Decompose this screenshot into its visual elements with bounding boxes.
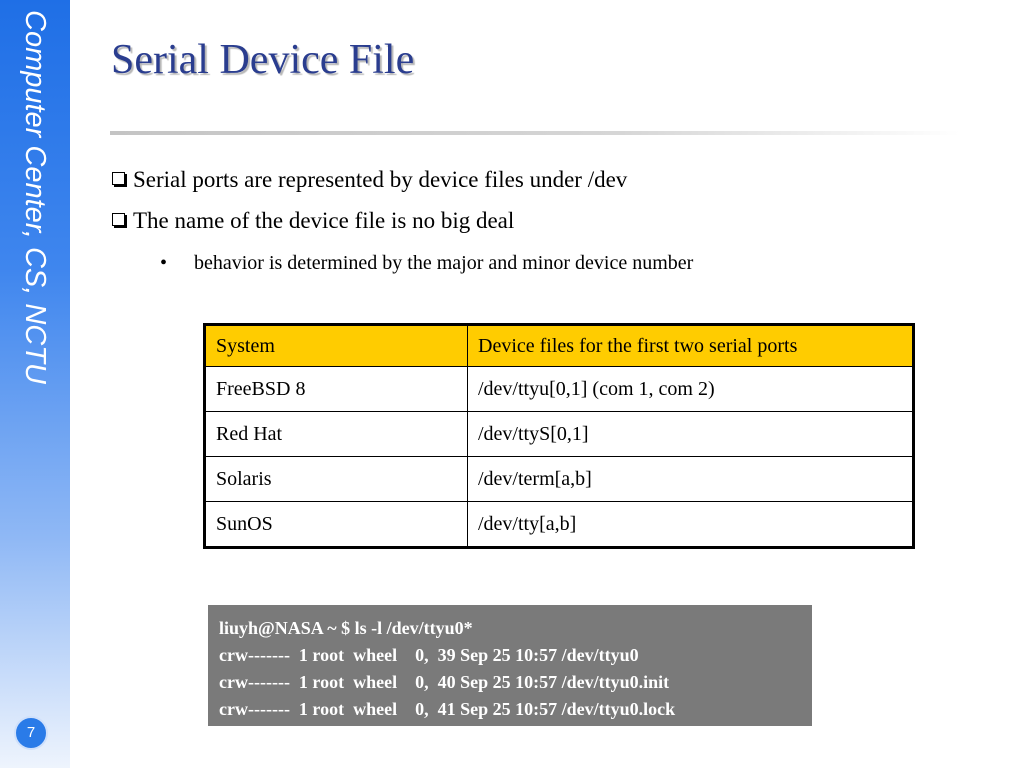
terminal-line: crw------- 1 root wheel 0, 39 Sep 25 10:57 /dev/ttyu0	[219, 645, 639, 665]
dot-bullet-icon: •	[160, 252, 168, 274]
slide-title: Serial Device File	[111, 37, 415, 83]
table-row	[205, 412, 914, 457]
sub-bullet-text: behavior is determined by the major and minor device number	[194, 252, 694, 274]
table-header-cell: Device files for the first two serial ports	[468, 325, 914, 367]
table-header-cell: System	[205, 325, 468, 367]
bullet-text: The name of the device file is no big deal	[133, 208, 515, 233]
terminal-line: crw------- 1 root wheel 0, 40 Sep 25 10:57 /dev/ttyu0.init	[219, 672, 670, 692]
square-bullet-icon	[112, 172, 125, 185]
title-divider	[110, 131, 960, 135]
terminal-line: crw------- 1 root wheel 0, 41 Sep 25 10:57 /dev/ttyu0.lock	[219, 699, 676, 719]
table-cell: /dev/ttyS[0,1]	[468, 412, 914, 457]
sidebar-label: Computer Center, CS, NCTU	[19, 10, 51, 384]
device-file-table	[203, 323, 915, 549]
table-cell: Solaris	[205, 457, 468, 502]
sub-bullet-item	[160, 252, 693, 275]
table-row	[205, 457, 914, 502]
table-header-row	[205, 325, 914, 367]
table-cell: /dev/term[a,b]	[468, 457, 914, 502]
table-cell: /dev/ttyu[0,1] (com 1, com 2)	[468, 367, 914, 412]
terminal-output	[208, 605, 812, 726]
table-cell: FreeBSD 8	[205, 367, 468, 412]
table-cell: SunOS	[205, 502, 468, 548]
bullet-text: Serial ports are represented by device files under /dev	[133, 167, 628, 192]
page-number-badge: 7	[14, 716, 48, 750]
terminal-line: liuyh@NASA ~ $ ls -l /dev/ttyu0*	[219, 618, 473, 638]
sidebar	[0, 0, 70, 768]
bullet-item	[112, 167, 627, 193]
table-cell: /dev/tty[a,b]	[468, 502, 914, 548]
square-bullet-icon	[112, 213, 125, 226]
bullet-item	[112, 208, 514, 234]
table-row	[205, 502, 914, 548]
table-row	[205, 367, 914, 412]
table-cell: Red Hat	[205, 412, 468, 457]
